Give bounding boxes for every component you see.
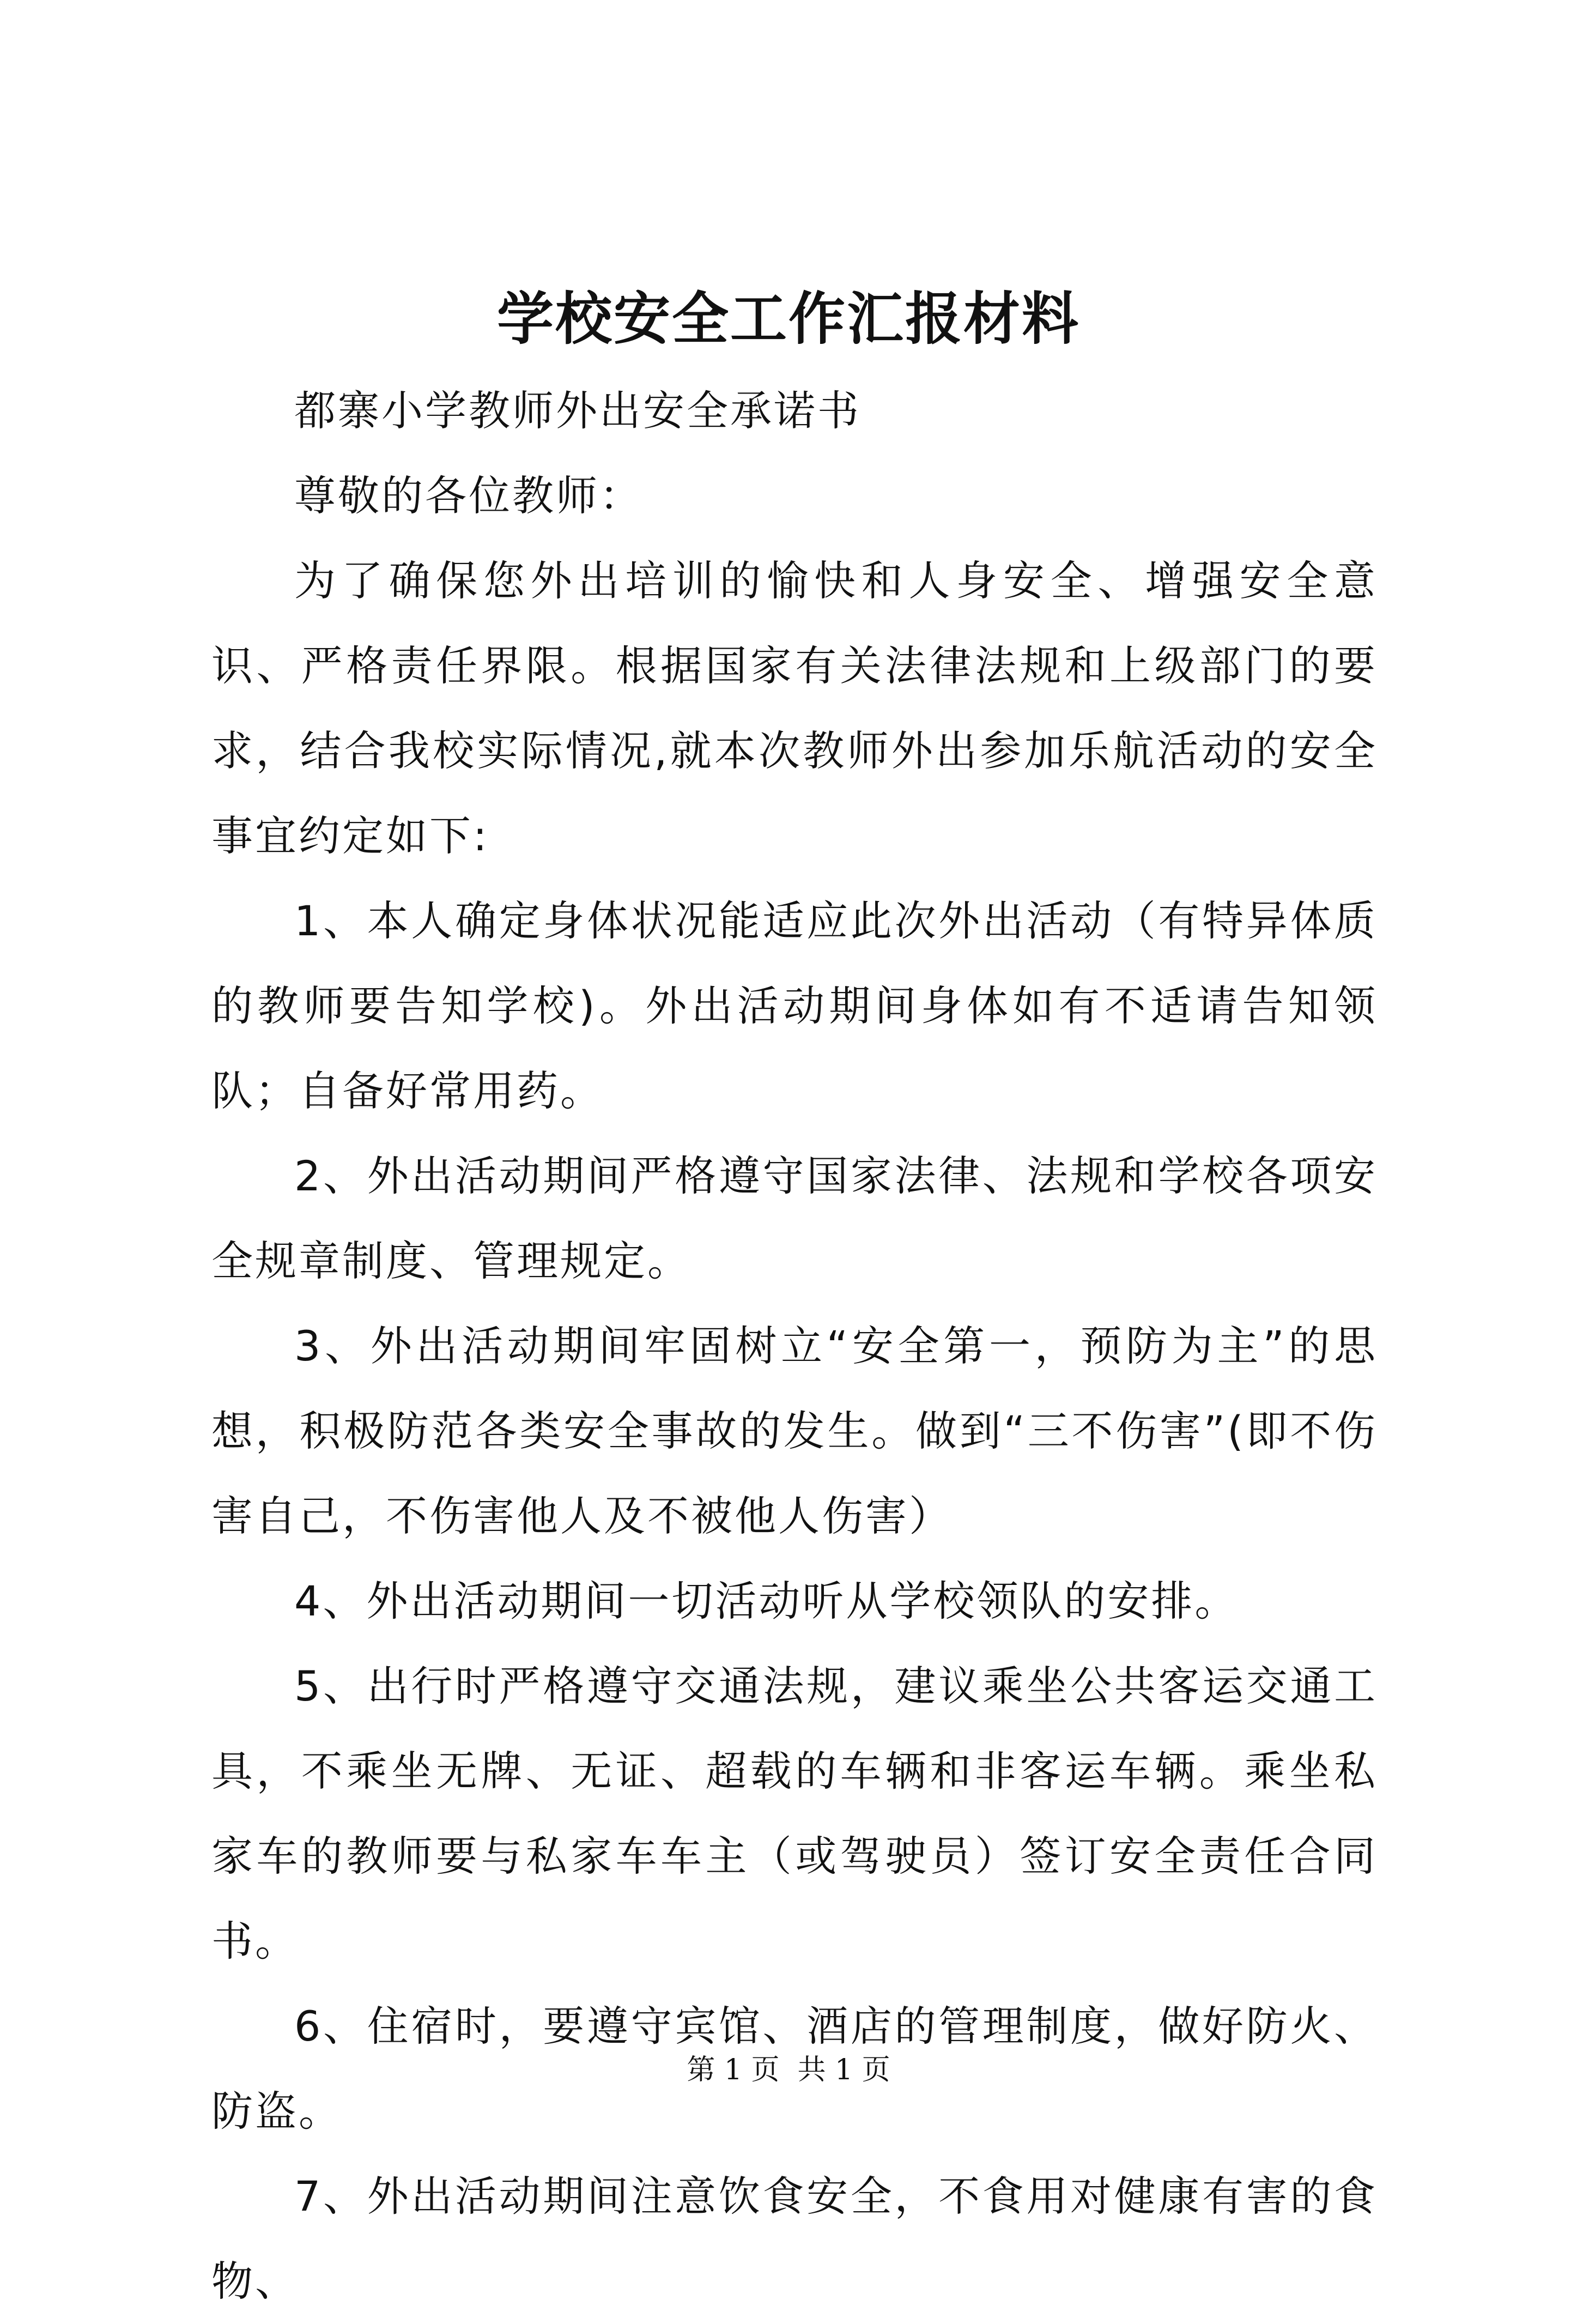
paragraph-item-7: 7、外出活动期间注意饮食安全，不食用对健康有害的食物、 [211, 2172, 1378, 2305]
paragraph-heading: 都寨小学教师外出安全承诺书 [294, 386, 861, 435]
paragraph-item-6: 6、住宿时，要遵守宾馆、酒店的管理制度，做好防火、防盗。 [211, 2002, 1378, 2135]
paragraph-item-2: 2、外出活动期间严格遵守国家法律、法规和学校各项安全规章制度、管理规定。 [211, 1152, 1378, 1285]
paragraph-item-3: 3、外出活动期间牢固树立“安全第一，预防为主”的思想，积极防范各类安全事故的发生。做到“三不伤害”(即不伤害自己，不伤害他人及不被他人伤害） [211, 1322, 1378, 1540]
page-number: 第 1 页 共 1 页 [687, 2054, 890, 2086]
page-footer [0, 2051, 1577, 2089]
document-title: 学校安全工作汇报材料 [496, 285, 1080, 352]
paragraph-item-4: 4、外出活动期间一切活动听从学校领队的安排。 [294, 1577, 1239, 1625]
document-body [211, 368, 1378, 2324]
paragraph-salutation: 尊敬的各位教师： [294, 471, 643, 520]
paragraph-intro: 为了确保您外出培训的愉快和人身安全、增强安全意识、严格责任界限。根据国家有关法律法规和上级部门的要求，结合我校实际情况,就本次教师外出参加乐航活动的安全事宜约定如下: [211, 556, 1378, 860]
paragraph-item-5: 5、出行时严格遵守交通法规，建议乘坐公共客运交通工具，不乘坐无牌、无证、超载的车辆和非客运车辆。乘坐私家车的教师要与私家车车主（或驾驶员）签订安全责任合同书。 [211, 1662, 1378, 1965]
paragraph-item-1: 1、本人确定身体状况能适应此次外出活动（有特异体质的教师要告知学校)。外出活动期间身体如有不适请告知领队；自备好常用药。 [211, 897, 1378, 1115]
